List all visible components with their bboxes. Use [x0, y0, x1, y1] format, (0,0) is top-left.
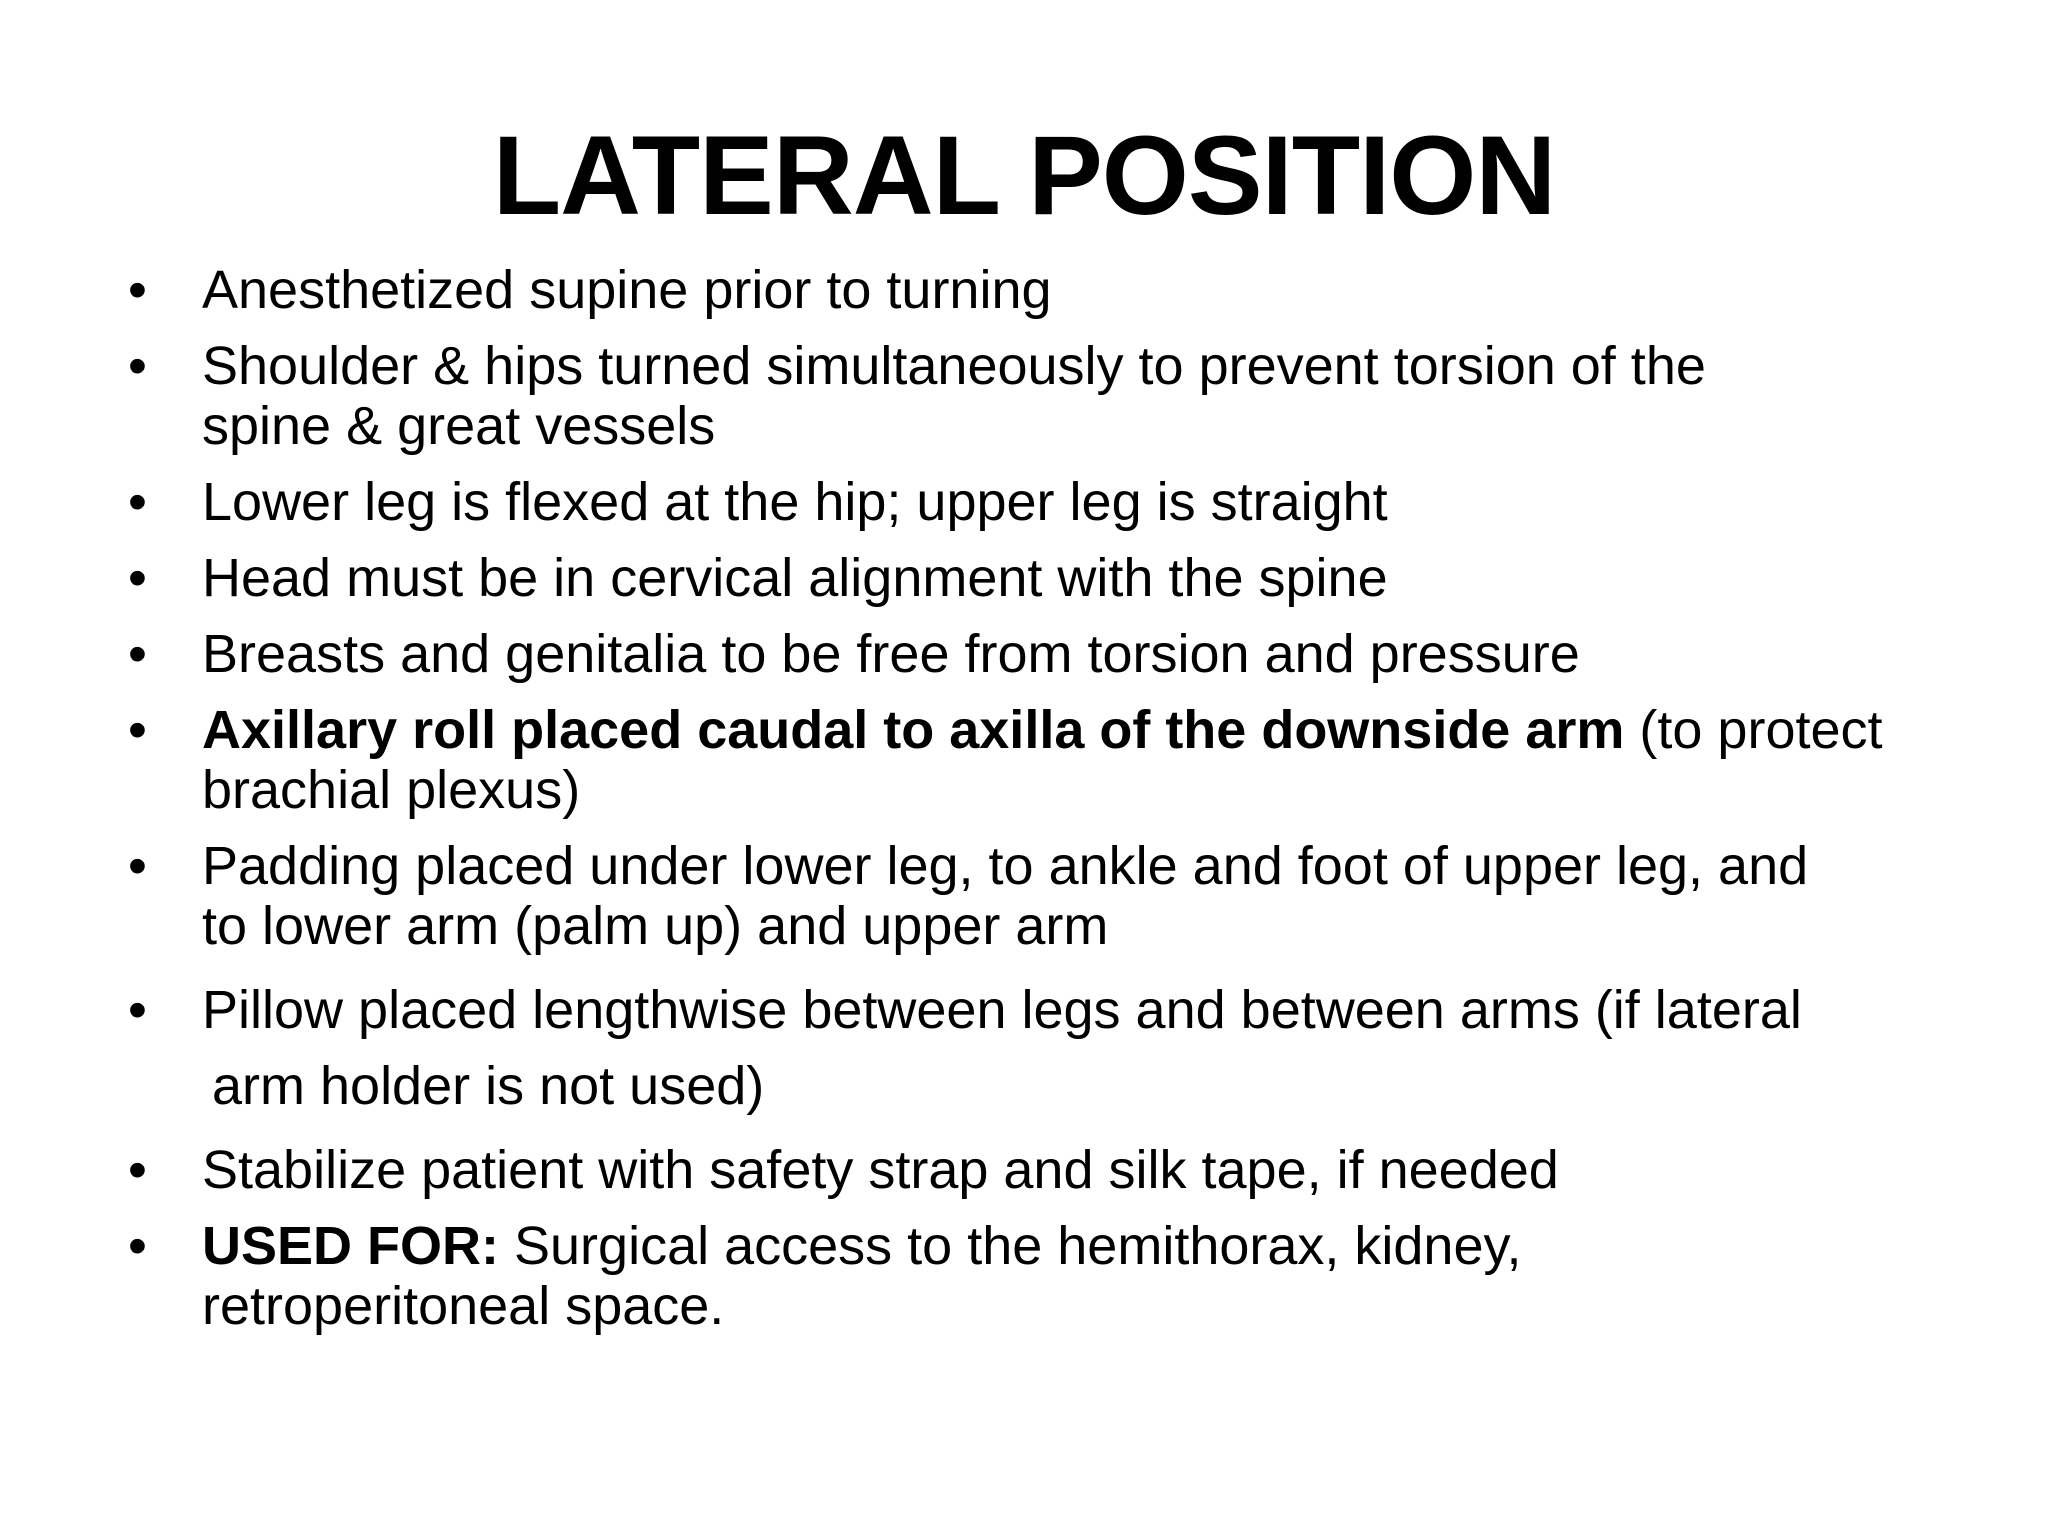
bullet-text-continued: to lower arm (palm up) and upper arm — [202, 896, 1109, 956]
bullet-icon: • — [128, 548, 147, 608]
bullet-list — [118, 260, 1978, 1352]
bullet-text: Anesthetized supine prior to turning — [202, 260, 1052, 320]
bullet-text: Lower leg is flexed at the hip; upper leg is straight — [202, 472, 1388, 532]
list-item — [118, 700, 1978, 820]
list-item — [118, 624, 1978, 684]
bullet-icon: • — [128, 260, 147, 320]
bullet-text: Shoulder & hips turned simultaneously to prevent torsion of the — [202, 336, 1706, 396]
bullet-text: Head must be in cervical alignment with the spine — [202, 548, 1388, 608]
bullet-icon: • — [128, 472, 147, 532]
bullet-icon: • — [128, 1216, 147, 1276]
list-item — [118, 260, 1978, 320]
bullet-bold-text: Axillary roll placed caudal to axilla of the downside arm — [202, 700, 1625, 760]
bullet-icon: • — [128, 836, 147, 896]
list-item — [118, 1216, 1978, 1336]
bullet-icon: • — [128, 624, 147, 684]
bullet-text-continued: brachial plexus) — [202, 760, 581, 820]
bullet-icon: • — [128, 1140, 147, 1200]
list-item — [118, 548, 1978, 608]
bullet-text-continued: spine & great vessels — [202, 396, 716, 456]
bullet-icon: • — [128, 700, 147, 760]
bullet-text: Pillow placed lengthwise between legs and between arms (if lateral — [202, 980, 1802, 1040]
list-item — [118, 836, 1978, 956]
bullet-bold-text: USED FOR: — [202, 1216, 499, 1276]
bullet-text: Breasts and genitalia to be free from torsion and pressure — [202, 624, 1580, 684]
slide-title: LATERAL POSITION — [492, 113, 1556, 238]
list-item — [118, 1140, 1978, 1200]
list-item — [118, 472, 1978, 532]
bullet-icon: • — [128, 980, 147, 1040]
bullet-text-continued: retroperitoneal space. — [202, 1276, 725, 1336]
bullet-text: Stabilize patient with safety strap and silk tape, if needed — [202, 1140, 1559, 1200]
bullet-icon: • — [128, 336, 147, 396]
list-item — [118, 336, 1978, 456]
bullet-text: Padding placed under lower leg, to ankle and foot of upper leg, and — [202, 836, 1809, 896]
bullet-text: (to protect — [1624, 700, 1883, 760]
bullet-text: Surgical access to the hemithorax, kidney, — [499, 1216, 1522, 1276]
bullet-text-continued: arm holder is not used) — [212, 1056, 765, 1116]
list-item — [118, 972, 1978, 1124]
